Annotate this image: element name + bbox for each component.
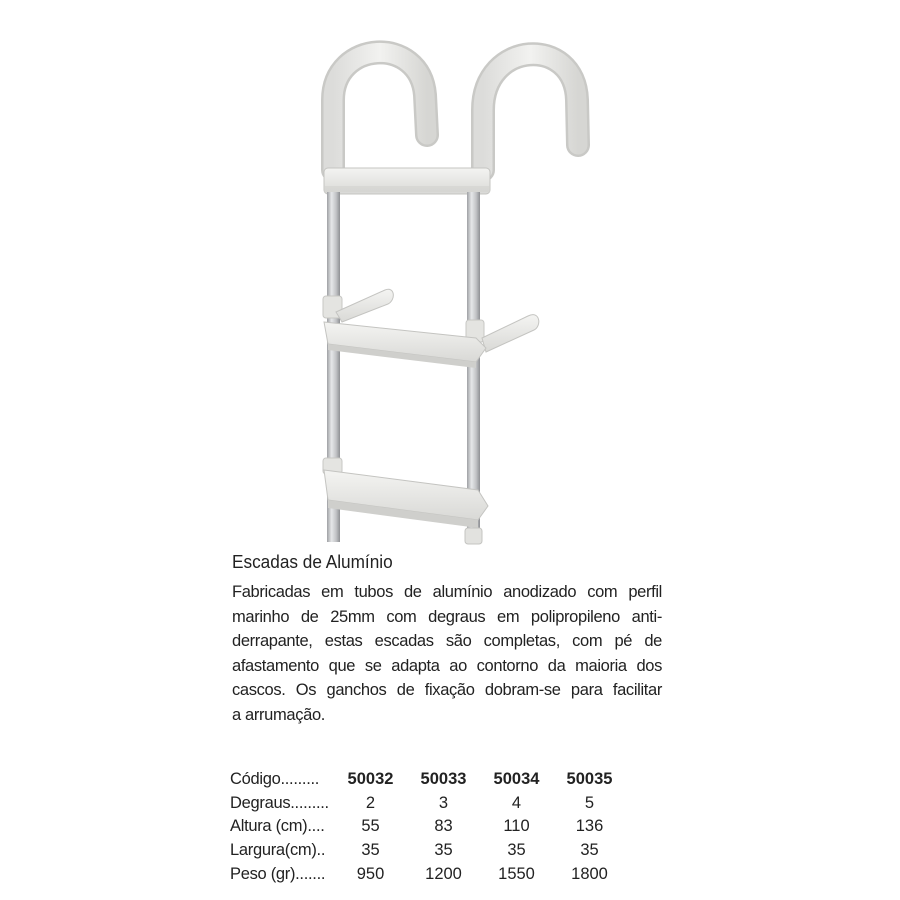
spec-label: Código......... [230,770,320,789]
description-line: afastamento que se adapta ao contorno da maioria dos [232,656,662,675]
description-line: a arrumação. [232,705,326,724]
spec-value: 3 [438,793,449,812]
description-line: cascos. Os ganchos de fixação dobram-se para facilitar [232,681,662,700]
ladder-image [300,30,600,550]
description-line: derrapante, estas escadas são completas, com pé de [232,632,662,651]
spec-row-weight [230,862,626,886]
spec-value: 1200 [425,864,462,883]
spec-value: 5 [584,793,595,812]
spec-label: Altura (cm).... [230,817,325,836]
spec-label: Peso (gr)....... [230,864,326,883]
spec-value: 35 [507,841,526,860]
left-hook [333,52,427,170]
right-hook [483,54,578,170]
spec-value: 1800 [571,864,608,883]
product-code: 50032 [347,770,394,789]
product-code: 50033 [420,770,467,789]
spec-header-row [230,768,626,792]
spec-value: 4 [511,793,522,812]
spec-value: 35 [434,841,453,860]
spec-label: Degraus......... [230,793,329,812]
step-upper [324,322,486,368]
spec-row-steps [230,792,626,816]
spec-value: 136 [575,817,604,836]
spec-value: 2 [365,793,376,812]
product-code: 50034 [493,770,540,789]
product-description [232,580,662,728]
product-code: 50035 [566,770,613,789]
spec-value: 950 [356,864,385,883]
spec-table [230,768,626,886]
spec-value: 35 [361,841,380,860]
spec-value: 55 [361,817,380,836]
spec-row-width [230,839,626,863]
spec-value: 83 [434,817,453,836]
product-title: Escadas de Alumínio [232,551,393,572]
spec-row-height [230,815,626,839]
description-line: Fabricadas em tubos de alumínio anodizado com perfil [232,583,662,601]
step-lower [324,470,488,528]
spec-label: Largura(cm).. [230,841,326,860]
spec-value: 1550 [498,864,535,883]
spec-value: 35 [580,841,599,860]
description-line: marinho de 25mm com degraus em polipropileno anti- [232,607,662,626]
spec-value: 110 [503,817,530,836]
